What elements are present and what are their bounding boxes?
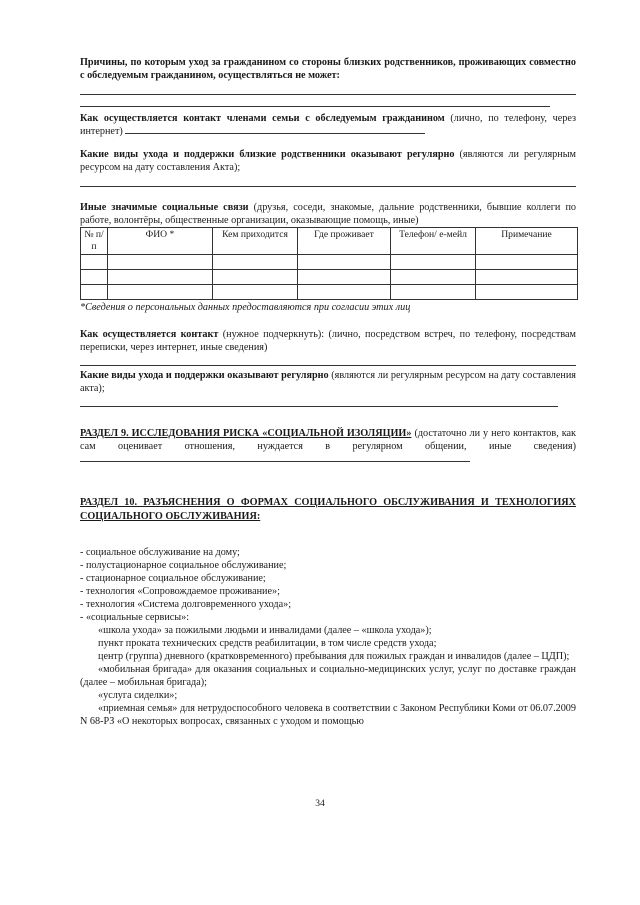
list-item: центр (группа) дневного (кратковременного) пребывания для пожилых граждан и инвалидов (далее – ЦДП); <box>98 651 570 662</box>
answer-line[interactable] <box>80 186 576 187</box>
table-cell[interactable] <box>213 285 298 300</box>
question-note: (являются ли регулярным ресурсом на дату составления Акта); <box>80 149 576 173</box>
list-item: - социальное обслуживание на дому; <box>80 547 240 558</box>
service-forms-list <box>80 546 576 624</box>
list-item: - полустационарное социальное обслуживание; <box>80 560 287 571</box>
section-9-heading: РАЗДЕЛ 9. ИССЛЕДОВАНИЯ РИСКА «СОЦИАЛЬНОЙ ИЗОЛЯЦИИ» <box>80 428 412 439</box>
section-9-note: (достаточно ли у него контактов, как сам оценивает отношения, нуждается в регулярном общении, иные сведения) <box>80 428 576 452</box>
answer-line[interactable] <box>80 106 550 107</box>
table-cell[interactable] <box>298 285 391 300</box>
document-page <box>80 56 576 728</box>
table-cell[interactable] <box>108 255 213 270</box>
list-item: - стационарное социальное обслуживание; <box>80 573 266 584</box>
list-item: - технология «Сопровождаемое проживание»; <box>80 586 280 597</box>
table-cell[interactable] <box>476 255 578 270</box>
list-item: - технология «Система долговременного ухода»; <box>80 599 292 610</box>
section-9 <box>80 427 576 466</box>
table-cell[interactable] <box>298 255 391 270</box>
social-services-list <box>80 624 576 728</box>
question-bold: Как осуществляется контакт <box>80 329 219 340</box>
question-note: (являются ли регулярным ресурсом на дату составления акта); <box>80 370 576 394</box>
table-cell[interactable] <box>391 285 476 300</box>
table-cell[interactable] <box>391 255 476 270</box>
question-note: (нужное подчеркнуть): (лично, посредством встреч, по телефону, посредствам переписки, через интернет, иные сведения) <box>80 329 577 353</box>
table-row <box>81 270 578 285</box>
list-item: «школа ухода» за пожилыми людьми и инвалидами (далее – «школа ухода»); <box>98 625 432 636</box>
table-cell[interactable] <box>81 255 108 270</box>
table-cell[interactable] <box>108 270 213 285</box>
header-name: ФИО * <box>108 228 213 255</box>
family-contact-question <box>80 112 576 138</box>
list-item: «приемная семья» для нетрудоспособного человека в соответствии с Законом Республики Коми от 06.07.2009 N 68-РЗ «О некоторых вопросах, связанных с уходом и помощью <box>80 703 576 727</box>
social-ties-question <box>80 201 576 227</box>
list-item: «мобильная бригада» для оказания социальных и социально-медицинских услуг, услуг по доставке граждан (далее – мобильная бригада); <box>80 664 576 688</box>
table-header-row <box>81 228 578 255</box>
header-number: № п/п <box>81 228 108 255</box>
answer-line[interactable] <box>80 365 576 366</box>
question-bold: Как осуществляется контакт членами семьи с обследуемым гражданином <box>80 113 445 124</box>
table-row <box>81 255 578 270</box>
list-item: - «социальные сервисы»: <box>80 612 190 623</box>
question-note: (друзья, соседи, знакомые, дальние родственники, бывшие коллеги по работе, волонтёры, общественные организации, оказывающие помощь, иные) <box>80 202 576 226</box>
answer-line[interactable] <box>80 406 558 407</box>
table-cell[interactable] <box>81 270 108 285</box>
table-cell[interactable] <box>81 285 108 300</box>
list-item: пункт проката технических средств реабилитации, в том числе средств ухода; <box>98 638 437 649</box>
header-relation: Кем приходится <box>213 228 298 255</box>
answer-line[interactable] <box>80 461 470 462</box>
table-cell[interactable] <box>108 285 213 300</box>
question-bold: Какие виды ухода и поддержки оказывают регулярно <box>80 370 329 381</box>
table-row <box>81 285 578 300</box>
table-cell[interactable] <box>213 255 298 270</box>
page-number: 34 <box>315 798 325 809</box>
table-cell[interactable] <box>213 270 298 285</box>
question-note: (лично, по телефону, через интернет) <box>80 113 576 137</box>
section-10-heading: РАЗДЕЛ 10. РАЗЪЯСНЕНИЯ О ФОРМАХ СОЦИАЛЬНОГО ОБСЛУЖИВАНИЯ И ТЕХНОЛОГИЯХ СОЦИАЛЬНОГО ОБСЛУЖИВАНИЯ: <box>80 497 576 522</box>
table-cell[interactable] <box>298 270 391 285</box>
care-support-question <box>80 148 576 174</box>
contact-method-question <box>80 328 576 354</box>
social-contacts-table <box>80 227 578 300</box>
table-cell[interactable] <box>391 270 476 285</box>
table-footnote: *Сведения о персональных данных предоставляются при согласии этих лиц <box>80 302 411 313</box>
header-residence: Где проживает <box>298 228 391 255</box>
header-note: Примечание <box>476 228 578 255</box>
question-bold: Какие виды ухода и поддержки близкие родственники оказывают регулярно <box>80 149 455 160</box>
answer-line[interactable] <box>125 133 425 134</box>
question-bold: Иные значимые социальные связи <box>80 202 249 213</box>
reasons-question: Причины, по которым уход за гражданином со стороны близких родственников, проживающих совместно с обследуемым гражданином, осуществляться не может: <box>80 57 576 81</box>
header-phone: Телефон/ е-мейл <box>391 228 476 255</box>
table-cell[interactable] <box>476 285 578 300</box>
answer-line[interactable] <box>80 94 576 95</box>
regular-support-question <box>80 369 576 395</box>
list-item: «услуга сиделки»; <box>98 690 178 701</box>
table-cell[interactable] <box>476 270 578 285</box>
